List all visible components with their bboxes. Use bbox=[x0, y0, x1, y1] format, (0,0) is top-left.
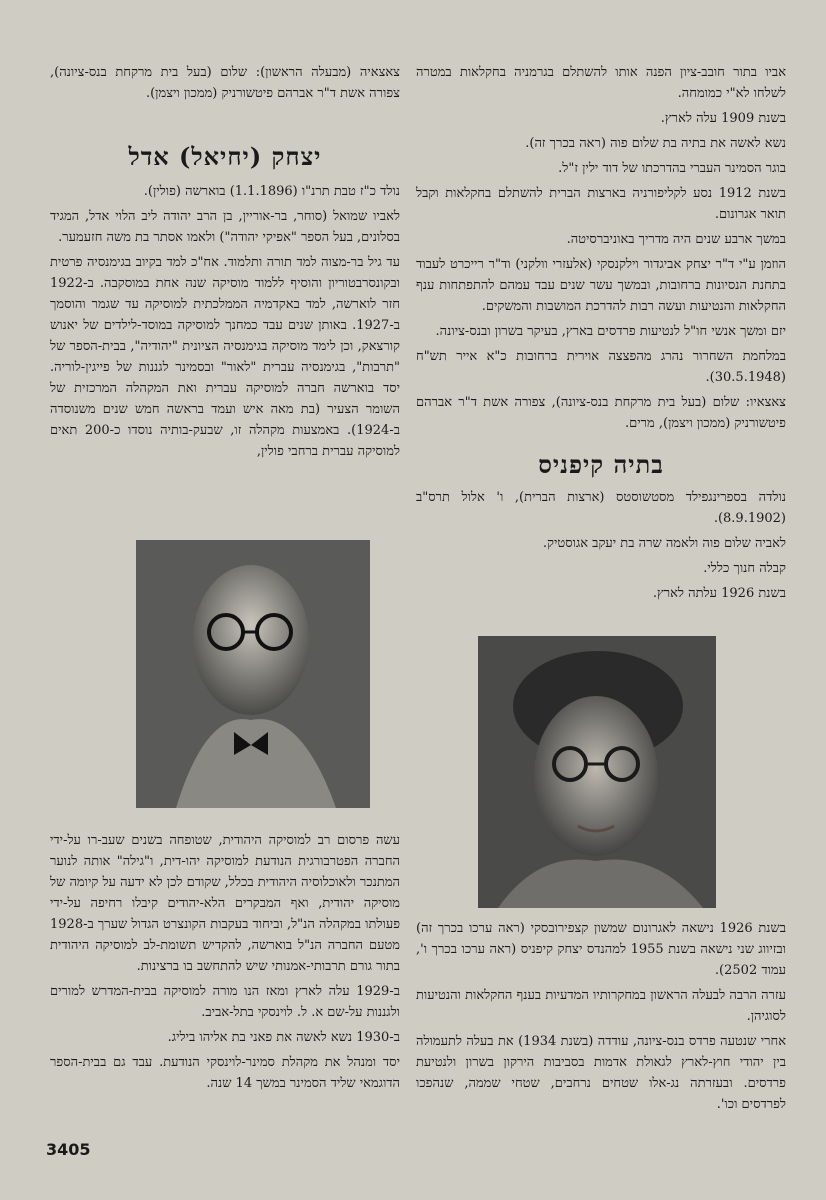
paragraph: קבלה חנוך כללי. bbox=[703, 561, 786, 576]
paragraph: הוזמן ע"י ד"ר יצחק אביגדור וילקנסקי (אלעזרי וולקני) וד"ר רייכרט לעבוד בתחנת הנסיונות ברחובות, ובמשך עשר שנים עבד עמהם להתפתחות ענף החקלאות והנטיעות ועשה רבות להדרכת המושבות והמשקים. bbox=[416, 257, 786, 314]
paragraph: אחרי שנטעה פרדס בנס-ציונה, עודדה (בשנת 1934) את בעלה לתעמולה בין יהודי חוץ-לארץ לגאולת אדמות בסביבות הירקון בשרון ולנטיעת פרדסים. ובעזרתה נג-אלו שטחים נרחבים, שטחי שממה, שנהפכו לפרדסים וכו'. bbox=[416, 1034, 786, 1112]
paragraph: לאביו שמואל (סוחר, בר-אוריין, בן הרב יהודה ליב הלוי אדל, המגיד בסלונים, בעל הספר "אפיקי יהודה") ולאמו אסתר בת משה חזעמער. bbox=[50, 209, 400, 245]
paragraph: בשנת 1912 נסע לקליפורניה בארצות הברית להשתלם בחקלאות וקבל תואר אגרונום. bbox=[416, 186, 786, 222]
woman-portrait-icon bbox=[478, 636, 716, 908]
paragraph: בשנת 1926 עלתה לארץ. bbox=[652, 586, 786, 601]
paragraph: במשך ארבע שנים היה מדריך באוניברסיטה. bbox=[566, 232, 786, 247]
paragraph: עד גיל בר-מצוה למד תורה ותלמוד. אח"כ למד בקיוב בגימנסיה פרטית ובקונסרבטוריון והוסיף ללמוד מוסיקה שנה אחת במוסקבה. ב-1922 חזר לוארשה, למד באקדמיה הממלכתית למוסיקה עד שגמר והוסמך ב-1927. באותן שנים עבד כמחנך למוסיקה במוסד-לילדים של יאנוש קורצאק, וכן לימד מוסיקה בגימנסיה הציונית "יהודיה", בבית-הספר של "תרבות", בגימנסיה עברית "לאור" ובסמינר לגננות של פייגין-לוריה. יסד בוארשה חברה למוסיקה עברית ואת המקהלה המרכזית של השומר הצעיר (בת מאה איש ועמד בראשה חמש שנים משנוסדה ב-1924). באמצעות מקהלה זו, שבעק-בותיה נוסדו כ-200 תאים למוסיקה עברית ברחבי פולין, bbox=[50, 255, 400, 459]
paragraph: בשנת 1926 נישאה לאגרונום שמשון קצפירובסקי (ראה ערכו בכרך זה) ובזיווג שני נישאה בשנת 1955 למהנדס יצחק קיפניס (ראה ערכו בכרך ו', עמוד 2502). bbox=[416, 921, 786, 978]
paragraph: צאצאיו: שלום (בעל בית מרקחת בנס-ציונה), צפורה אשת ד"ר אברהם פיטשורניק (ממכון ויצמן), מרים. bbox=[416, 395, 786, 431]
paragraph: במלחמת השחרור נהרג מהפצצה אוירית ברחובות כ"א אייר תש"ח (30.5.1948). bbox=[416, 349, 786, 385]
left-column bbox=[50, 62, 400, 466]
paragraph: נשא לאשה את בתיה בת שלום פוה (ראה בכרך זה). bbox=[525, 136, 786, 151]
right-column bbox=[416, 62, 786, 608]
left-top-section bbox=[50, 62, 400, 104]
right-bottom-section bbox=[416, 918, 786, 1119]
entry-heading-batya-kipnis: בתיה קיפניס bbox=[538, 450, 664, 479]
portrait-photo-man bbox=[136, 540, 370, 808]
paragraph: עשה פרסום רב למוסיקה היהודית, שטופחה בשנים שעב-רו על-ידי החברה הפטרבורגית הנודעת למוסיקה יהו-דית, ו"גילה" אותה לנוער המתנכר ולאוכלוסיה היהודית בכלל, שקודם לכן לא ידעה על קיומה של מוסיקה יהודית, ואף המבקרים הלא-יהודים קיבלו רחיפה על-ידי פעולתו במקהלה הנ"ל, וביחוד בעקבות הקונצרט הגדול שערך ב-1928 מטעם החברה הנ"ל בוארשה, להקדיש תשומת-לב למוסיקה היהודית בתור גורם תרבותי-אמנותי שיש להתחשב בו ברצינות. bbox=[50, 833, 400, 974]
paragraph: יזם ומשך אנשי חו"ל לנטיעות פרדסים בארץ, בעיקר בשרון ובנס-ציונה. bbox=[435, 324, 786, 339]
paragraph: נולד כ"ז טבת תרנ"ו (1.1.1896) בוארשה (פולין). bbox=[143, 184, 400, 199]
paragraph: בשנת 1909 עלה לארץ. bbox=[660, 111, 786, 126]
paragraph: אביו בתור חובב-ציון הפנה אותו להשתלם בגרמניה בחקלאות במטרה לשלחו לא"י כמומחה. bbox=[416, 65, 786, 101]
paragraph: נולדה בספרינגפילד מסטשוסטס (ארצות הברית), ו' אלול תרס"ב (8.9.1902). bbox=[416, 490, 786, 526]
left-intro-section bbox=[50, 181, 400, 462]
entry-heading-yitzhak-adel: יצחק (יחיאל) אדל bbox=[128, 142, 322, 171]
paragraph: בוגר הסמינר העברי בהדרכתו של דוד ילין ז"ל. bbox=[558, 161, 786, 176]
right-top-section bbox=[416, 62, 786, 434]
right-intro-section bbox=[416, 487, 786, 604]
paragraph: צאצאיה (מבעלה הראשון): שלום (בעל בית מרקחת בנס-ציונה), צפורה אשת ד"ר אברהם פיטשורניק (ממכון ויצמן). bbox=[50, 65, 400, 101]
paragraph: עזרה הרבה לבעלה הראשון במחקרותיו המדעיות בענף החקלאות והנטיעות לסוגיהן. bbox=[416, 988, 786, 1024]
man-portrait-icon bbox=[136, 540, 370, 808]
page-number: 3405 bbox=[46, 1140, 91, 1159]
left-bottom-section bbox=[50, 830, 400, 1098]
paragraph: יסד ומנהל את מקהלת סמינר-לוינסקי הנודעת. עבד גם בבית-הספר הדוגמאי שליד הסמינר במשך 14 שנה. bbox=[50, 1055, 400, 1091]
portrait-photo-woman bbox=[478, 636, 716, 908]
paragraph: ב-1929 עלה לארץ ומאז הנו מורה למוסיקה בבית-המדרש למורים ולגננות על-שם א. ל. לוינסקי בתל-אביב. bbox=[50, 984, 400, 1020]
paragraph: ב-1930 נשא לאשה את פאני בת אליהו ביליג. bbox=[167, 1030, 400, 1045]
paragraph: לאביה שלום פוה ולאמה שרה בת יעקב אגוסטיק. bbox=[542, 536, 786, 551]
